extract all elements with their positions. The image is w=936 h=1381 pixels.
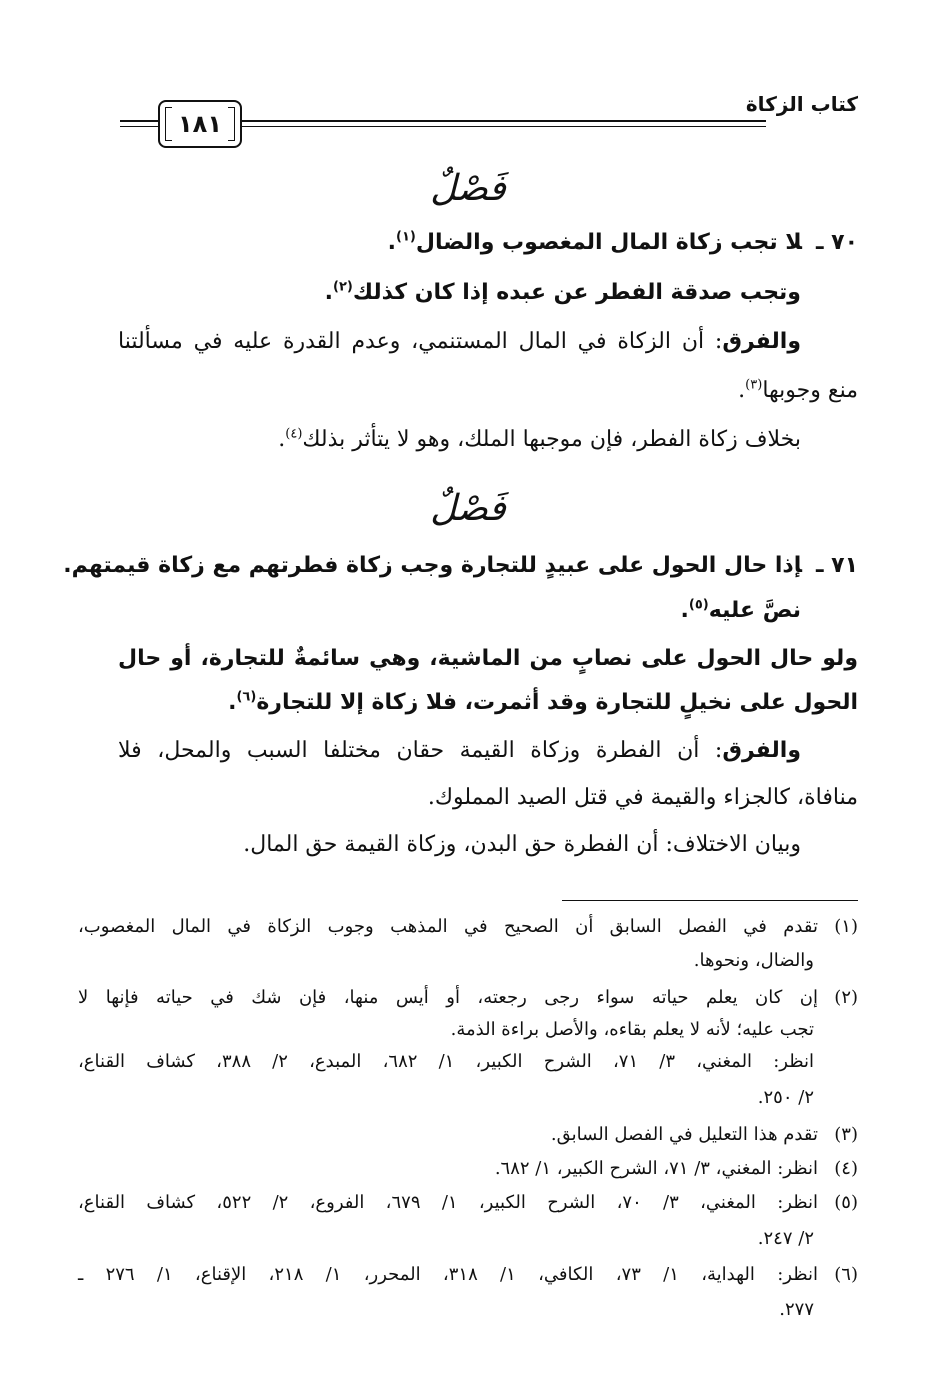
- page-number-frame: [158, 100, 242, 148]
- footnote-3: (٣)تقدم هذا التعليل في الفصل السابق.: [78, 1122, 858, 1148]
- difference-line-1: والفرق: أن الفطرة وزكاة القيمة حقان مختلفا السبب والمحل، فلا: [118, 738, 801, 763]
- issue-71-line-3: ولو حال الحول على نصابٍ من الماشية، وهي سائمةٌ للتجارة، أو حال: [118, 646, 858, 671]
- page-number: ١٨١: [178, 110, 222, 138]
- header-rule-left: [120, 120, 158, 122]
- difference-line-2: منع وجوبها$^{(٣)}$.: [738, 377, 858, 403]
- footnote-2-line-4: ٢/ ٢٥٠.: [757, 1087, 814, 1108]
- footnote-number: (١): [834, 916, 858, 937]
- footnote-number: (٣): [834, 1124, 858, 1145]
- footnote-1-line-2: والضال، ونحوها.: [693, 950, 814, 971]
- explanation-line: وبيان الاختلاف: أن الفطرة حق البدن، وزكاة القيمة حق المال.: [243, 832, 801, 857]
- footnote-2-line-3: انظر: المغني، ٣/ ٧١، الشرح الكبير، ١/ ٦٨٢، المبدع، ٢/ ٣٨٨، كشاف القناع،: [78, 1051, 814, 1072]
- footnote-ref: (١): [396, 229, 416, 245]
- header-rule: [240, 120, 766, 122]
- difference-line-2: منافاة، كالجزاء والقيمة في قتل الصيد المملوك.: [427, 785, 858, 810]
- footnote-number: (٤): [834, 1158, 858, 1179]
- header-rule-left-thin: [120, 126, 158, 127]
- footnote-ref: (٤): [285, 426, 303, 442]
- footnote-1-line-1: (١)تقدم في الفصل السابق أن الصحيح في المذهب وجوب الزكاة في المال المغصوب،: [78, 914, 858, 940]
- issue-number: ٧١ ـ: [815, 553, 858, 578]
- footnote-6-line-2: ٢٧٧.: [779, 1299, 814, 1320]
- issue-71-line-4: الحول على نخيلٍ للتجارة وقد أثمرت، فلا زكاة إلا للتجارة$^{(٦)}$.: [228, 689, 858, 715]
- footnote-number: (٦): [834, 1264, 858, 1285]
- footnote-ref: (٢): [333, 279, 353, 295]
- footnote-ref: (٣): [745, 377, 763, 393]
- issue-70-line-2: وتجب صدقة الفطر عن عبده إذا كان كذلك$^{(٢)}$.: [324, 279, 801, 305]
- difference-label: والفرق: [722, 329, 801, 354]
- footnote-2-line-2: تجب عليه؛ لأنه لا يعلم بقاءه، والأصل براءة الذمة.: [450, 1019, 814, 1040]
- contrast-line: بخلاف زكاة الفطر، فإن موجبها الملك، وهو لا يتأثر بذلك$^{(٤)}$.: [278, 426, 801, 452]
- footnote-separator: [562, 900, 858, 901]
- footnote-ref: (٥): [688, 597, 709, 613]
- footnote-4: (٤)انظر: المغني، ٣/ ٧١، الشرح الكبير، ١/ ٦٨٢.: [78, 1156, 858, 1182]
- section-heading-ornament: فَصْلٌ: [430, 488, 506, 529]
- footnote-5-line-1: (٥)انظر: المغني، ٣/ ٧٠، الشرح الكبير، ١/ ٦٧٩، الفروع، ٢/ ٥٢٢، كشاف القناع،: [78, 1190, 858, 1216]
- issue-70-line-1: ٧٠ ـلا تجب زكاة المال المغصوب والضال$^{(١)}$.: [387, 229, 858, 255]
- footnote-number: (٢): [834, 987, 859, 1008]
- footnote-5-line-2: ٢/ ٢٤٧.: [757, 1228, 814, 1249]
- footnote-ref: (٦): [236, 689, 257, 705]
- footnote-number: (٥): [834, 1192, 858, 1213]
- issue-71-line-2: نصَّ عليه$^{(٥)}$.: [680, 597, 801, 623]
- running-header-title: كتاب الزكاة: [745, 92, 858, 116]
- footnote-2-line-1: (٢)إن كان يعلم حياته سواء رجى رجعته، أو أيس منها، فإن شك في حياته فإنها لا: [78, 985, 858, 1011]
- footnote-6-line-1: (٦)انظر: الهداية، ١/ ٧٣، الكافي، ١/ ٣١٨، المحرر، ١/ ٢١٨، الإقناع، ١/ ٢٧٦ ـ: [78, 1262, 858, 1288]
- difference-line-1: والفرق: أن الزكاة في المال المستنمي، وعدم القدرة عليه في مسألتنا: [118, 329, 801, 354]
- difference-label: والفرق: [722, 738, 801, 763]
- header-rule-thin: [240, 126, 766, 127]
- section-heading-ornament: فَصْلٌ: [430, 168, 506, 209]
- issue-71-line-1: ٧١ ـإذا حال الحول على عبيدٍ للتجارة وجب زكاة فطرتهم مع زكاة قيمتهم.: [63, 553, 858, 578]
- issue-number: ٧٠ ـ: [815, 230, 858, 255]
